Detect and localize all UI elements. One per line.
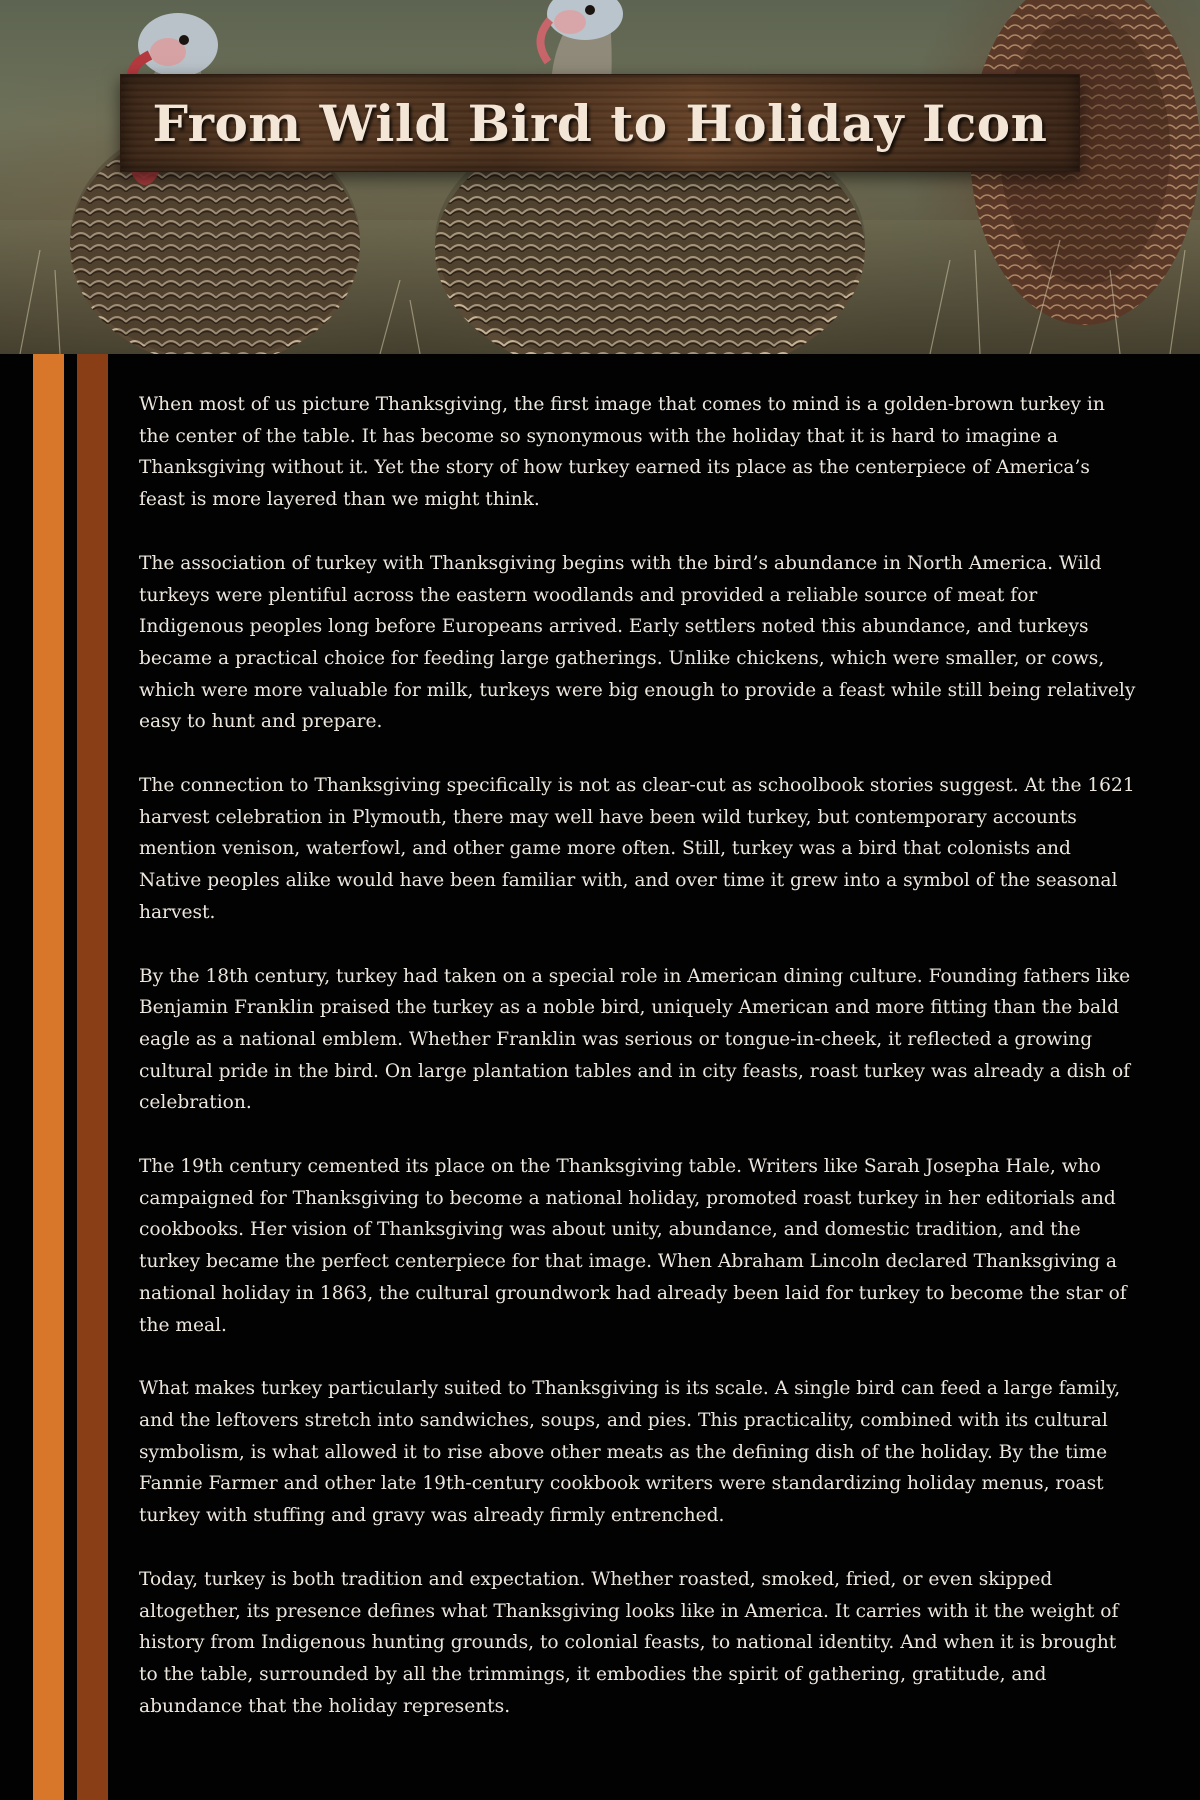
article-paragraph-3: The connection to Thanksgiving specifically is not as clear-cut as schoolbook stories suggest. At the 1621 harvest celebration in Plymouth, there may well have been wild turkey, but contemporary accounts mention venison, waterfowl, and other game more often. Still, turkey was a bird that colonists and Native peoples alike would have been familiar with, and over time it grew into a symbol of the seasonal harvest. (139, 775, 1135, 923)
article-paragraph-4: By the 18th century, turkey had taken on a special role in American dining culture. Founding fathers like Benjamin Franklin praised the turkey as a noble bird, uniquely American and more fitting than the bald eagle as a national emblem. Whether Franklin was serious or tongue-in-cheek, it reflected a growing cultural pride in the bird. On large plantation tables and in city feasts, roast turkey was already a dish of celebration. (139, 965, 1131, 1114)
article-paragraph-7: Today, turkey is both tradition and expectation. Whether roasted, smoked, fried, or even skipped altogether, its presence defines what Thanksgiving looks like in America. It carries with it the weight of history from Indigenous hunting grounds, to colonial feasts, to national identity. And when it is brought to the table, surrounded by all the trimmings, it embodies the spirit of gathering, gratitude, and abundance that the holiday represents. (139, 1568, 1119, 1717)
orange-side-stripe (33, 354, 64, 1800)
article-paragraph-6: What makes turkey particularly suited to Thanksgiving is its scale. A single bird can feed a large family, and the leftovers stretch into sandwiches, soups, and pies. This practicality, combined with its cultural symbolism, is what allowed it to rise above other meats as the defining dish of the holiday. By the time Fannie Farmer and other late 19th-century cookbook writers were standardizing holiday menus, roast turkey with stuffing and gravy was already firmly entrenched. (139, 1378, 1121, 1527)
hero-banner (0, 0, 1200, 354)
page-title: From Wild Bird to Holiday Icon (152, 93, 1048, 153)
brown-side-stripe (77, 354, 108, 1800)
turkey-illustration (0, 0, 1200, 354)
article-body (139, 389, 1139, 1754)
article-paragraph-5: The 19th century cemented its place on the Thanksgiving table. Writers like Sarah Josepha Hale, who campaigned for Thanksgiving to become a national holiday, promoted roast turkey in her editorials and cookbooks. Her vision of Thanksgiving was about unity, abundance, and domestic tradition, and the turkey became the perfect centerpiece for that image. When Abraham Lincoln declared Thanksgiving a national holiday in 1863, the cultural groundwork had already been laid for turkey to become the star of the meal. (139, 1156, 1127, 1336)
article-paragraph-1: When most of us picture Thanksgiving, the first image that comes to mind is a golden-brown turkey in the center of the table. It has become so synonymous with the holiday that it is hard to imagine a Thanksgiving without it. Yet the story of how turkey earned its place as the centerpiece of America’s feast is more layered than we might think. (139, 394, 1105, 511)
title-board (120, 74, 1080, 172)
article-paragraph-2: The association of turkey with Thanksgiving begins with the bird’s abundance in North America. Wild turkeys were plentiful across the eastern woodlands and provided a reliable source of meat for Indigenous peoples long before Europeans arrived. Early settlers noted this abundance, and turkeys became a practical choice for feeding large gatherings. Unlike chickens, which were smaller, or cows, which were more valuable for milk, turkeys were big enough to provide a feast while still being relatively easy to hunt and prepare. (139, 552, 1136, 733)
